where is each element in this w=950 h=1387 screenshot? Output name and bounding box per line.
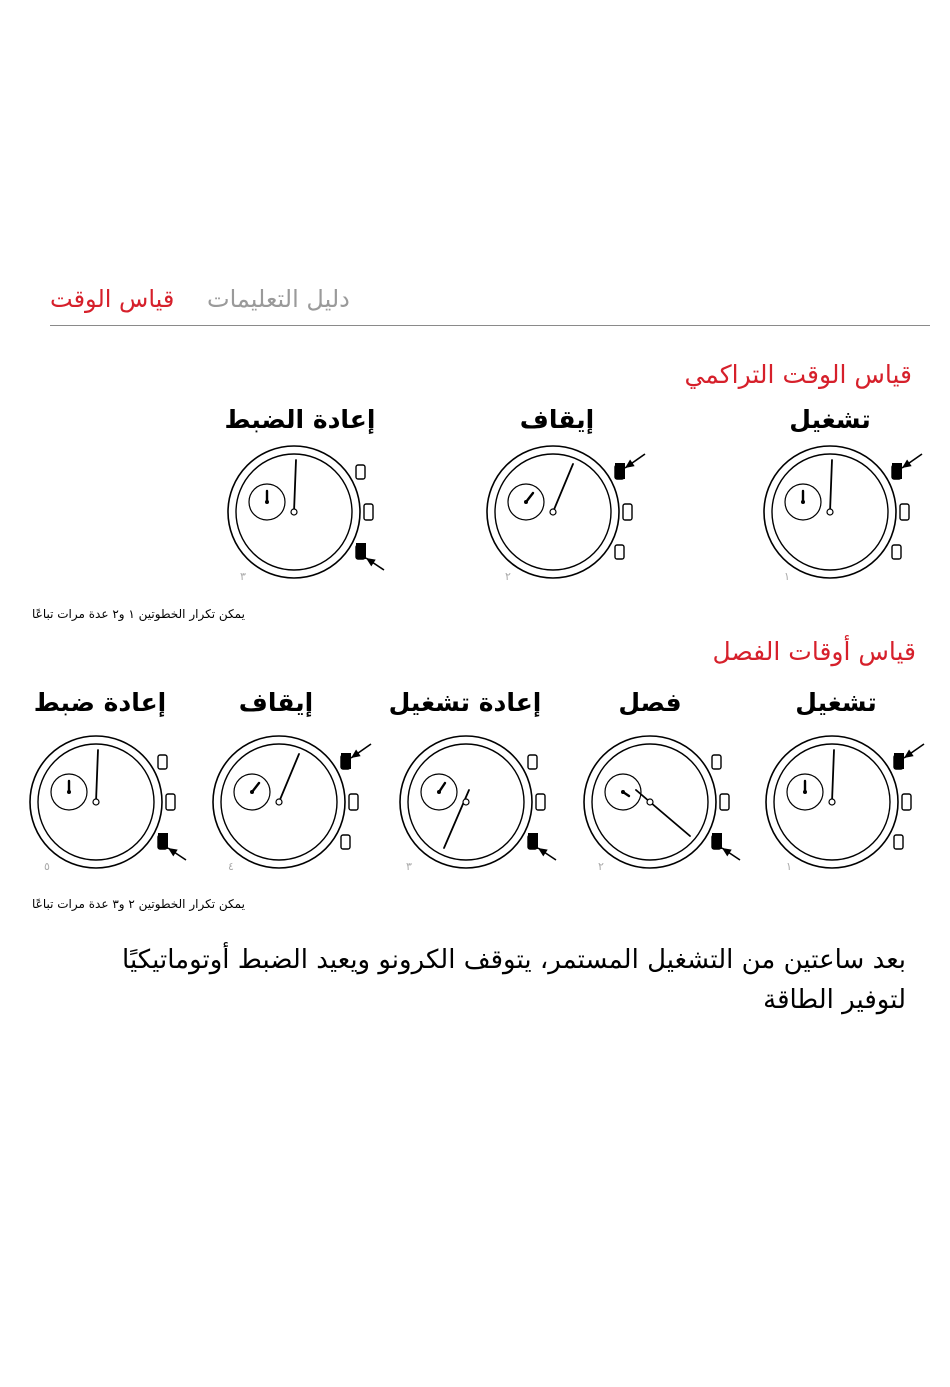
cumulative-title: قياس الوقت التراكمي <box>684 360 912 389</box>
step-number: ٢ <box>505 570 511 583</box>
watch-illustration <box>750 432 930 612</box>
step-number: ١ <box>786 860 792 873</box>
step-number: ٢ <box>598 860 604 873</box>
cumulative-step-start-label: تشغيل <box>789 405 871 434</box>
step-number: ٤ <box>228 860 234 873</box>
cumulative-step-reset-label: إعادة الضبط <box>224 405 376 434</box>
watch-illustration <box>752 722 932 902</box>
split-step-stop-label: إيقاف <box>238 688 314 717</box>
cumulative-step-stop-label: إيقاف <box>519 405 595 434</box>
manual-title: دليل التعليمات <box>207 285 350 313</box>
watch-illustration <box>199 722 379 902</box>
step-number: ٣ <box>406 860 412 873</box>
step-number: ٣ <box>240 570 246 583</box>
step-number: ١ <box>784 570 790 583</box>
watch-illustration <box>16 722 196 902</box>
watch-illustration <box>570 722 750 902</box>
page-header <box>50 285 930 325</box>
split-step-split-label: فصل <box>618 688 682 717</box>
split-title: قياس أوقات الفصل <box>712 637 916 666</box>
split-note: يمكن تكرار الخطوتين ٢ و٣ عدة مرات تباعًا <box>32 897 245 911</box>
watch-illustration <box>386 722 566 902</box>
split-step-restart-label: إعادة تشغيل <box>388 688 542 717</box>
cumulative-note: يمكن تكرار الخطوتين ١ و٢ عدة مرات تباعًا <box>32 607 245 621</box>
auto-reset-notice: بعد ساعتين من التشغيل المستمر، يتوقف الكرونو ويعيد الضبط أوتوماتيكيًا لتوفير الطاقة <box>122 945 906 1015</box>
section-title: قياس الوقت <box>50 285 175 313</box>
header-divider <box>50 325 930 326</box>
step-number: ٥ <box>44 860 50 873</box>
watch-illustration <box>214 432 394 612</box>
watch-illustration <box>473 432 653 612</box>
split-step-start-label: تشغيل <box>795 688 877 717</box>
split-step-reset-label: إعادة ضبط <box>33 688 167 717</box>
